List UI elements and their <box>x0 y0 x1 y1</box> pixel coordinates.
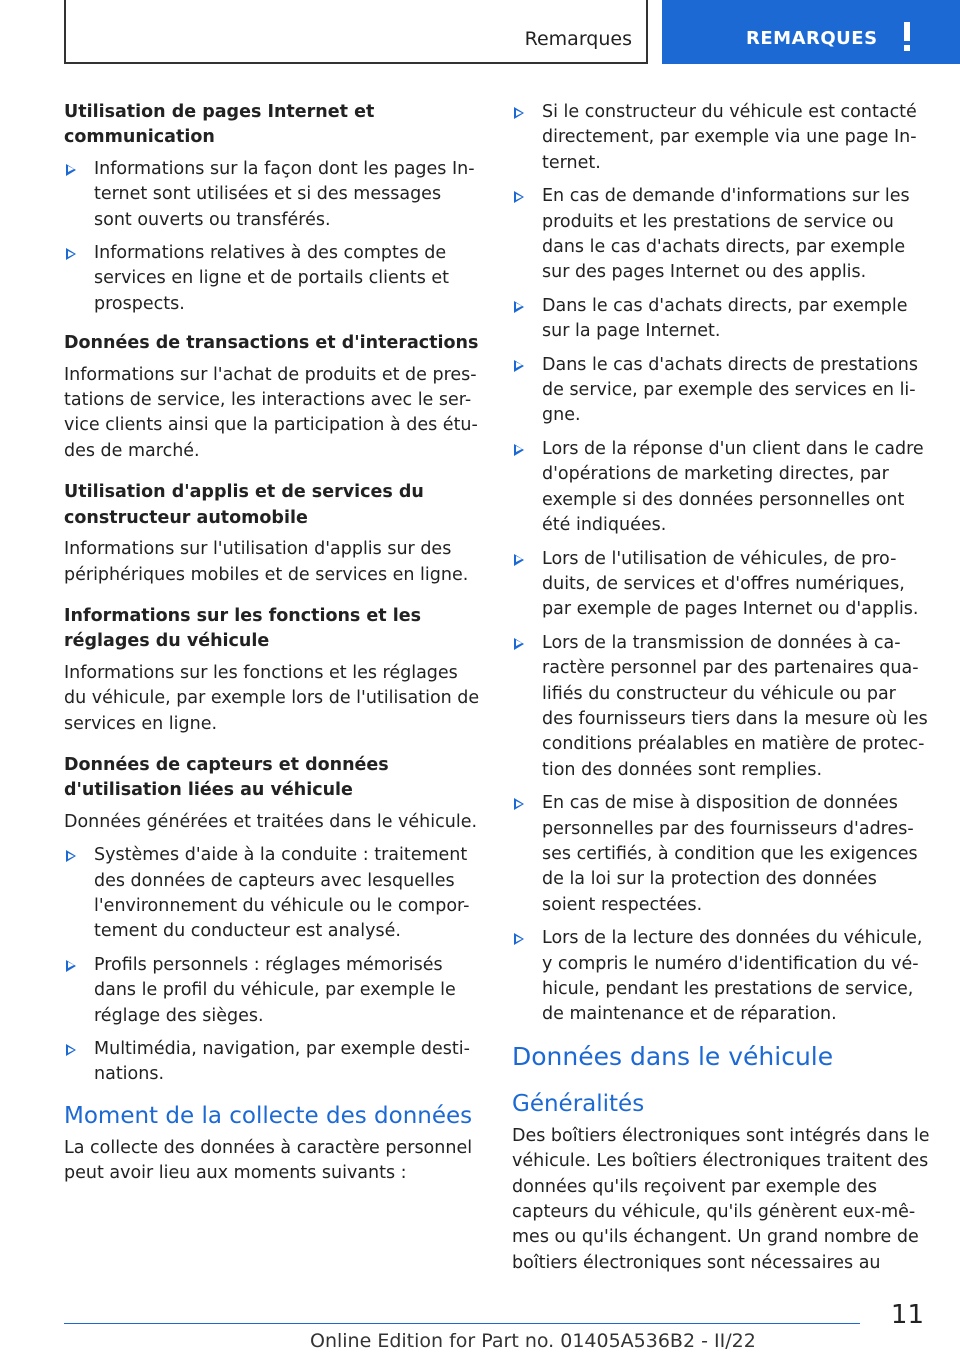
bullet-triangle-icon <box>514 301 524 313</box>
bullet-triangle-icon <box>514 933 524 945</box>
right-column <box>512 100 930 1292</box>
section-heading-vehicle-data: Données dans le véhicule <box>512 1041 834 1071</box>
paragraph-apps: Informations sur l'utilisation d'applis sur des périphériques mobiles et de services en ligne. <box>64 539 469 585</box>
list-item: Lors de la transmission de données à ca-ractère personnel par des partenaires qua-lifiés du constructeur du véhicule ou par des fournisseurs tiers dans la mesure où les conditions préalables en matière de protec-tion des données sont remplies. <box>512 631 930 783</box>
running-header-left <box>64 0 648 64</box>
bullet-triangle-icon <box>66 960 76 972</box>
list-item: Profils personnels : réglages mémorisés dans le profil du véhicule, par exemple le réglage des sièges. <box>64 953 480 1029</box>
footer-divider <box>64 1323 860 1324</box>
running-header-title: Remarques <box>524 28 632 50</box>
bullet-triangle-icon <box>66 248 76 260</box>
heading-apps: Utilisation d'applis et de services du constructeur automobile <box>64 482 424 528</box>
list-item: Dans le cas d'achats directs de prestations de service, par exemple des services en li-gne. <box>512 353 930 429</box>
heading-functions: Informations sur les fonctions et les réglages du véhicule <box>64 605 422 652</box>
bullet-triangle-icon <box>66 1044 76 1056</box>
list-item: Informations relatives à des comptes de services en ligne et de portails clients et prospects. <box>64 241 480 317</box>
bullet-triangle-icon <box>514 638 524 650</box>
exclamation-icon <box>902 22 912 52</box>
bullet-triangle-icon <box>514 554 524 566</box>
bullet-triangle-icon <box>514 360 524 372</box>
bullet-triangle-icon <box>66 164 76 176</box>
sensor-list <box>64 843 480 1088</box>
list-item: Lors de la réponse d'un client dans le cadre d'opérations de marketing directes, par exemple si des données personnelles ont été indiquées. <box>512 437 930 539</box>
bullet-triangle-icon <box>514 444 524 456</box>
section-heading-collection-moment: Moment de la collecte des données <box>64 1102 473 1129</box>
list-item: En cas de demande d'informations sur les produits et les prestations de service ou dans le cas d'achats directs, par exemple sur des pages Internet ou des applis. <box>512 184 930 286</box>
list-item: Systèmes d'aide à la conduite : traitement des données de capteurs avec lesquelles l'environnement du véhicule ou le compor-tement du conducteur est analysé. <box>64 843 480 945</box>
left-column <box>64 100 480 1203</box>
paragraph-functions: Informations sur les fonctions et les réglages du véhicule, par exemple lors de l'utilisation de services en ligne. <box>64 662 480 734</box>
bullet-triangle-icon <box>514 798 524 810</box>
paragraph-general: Des boîtiers électroniques sont intégrés dans le véhicule. Les boîtiers électroniques traitent des données qu'ils reçoivent par exemple des capteurs du véhicule, qu'ils génèrent eux-mê-mes ou qu'ils échangent. Un grand nombre de boîtiers électroniques sont nécessaires au <box>512 1125 930 1273</box>
collection-moment-list <box>512 100 930 1028</box>
chapter-tab <box>662 0 960 64</box>
paragraph-collection-moment: La collecte des données à caractère personnel peut avoir lieu aux moments suivants : <box>64 1137 473 1184</box>
list-item: Lors de l'utilisation de véhicules, de pro-duits, de services et d'offres numériques, par exemple de pages Internet ou d'applis. <box>512 547 930 623</box>
paragraph-sensors: Données générées et traitées dans le véhicule. <box>64 811 478 832</box>
subsection-heading-general: Généralités <box>512 1090 645 1117</box>
heading-sensors: Données de capteurs et données d'utilisation liées au véhicule <box>64 754 389 801</box>
footer-edition: Online Edition for Part no. 01405A536B2 - II/22 <box>310 1330 756 1352</box>
list-item: Dans le cas d'achats directs, par exemple sur la page Internet. <box>512 294 930 345</box>
list-item: Multimédia, navigation, par exemple desti-nations. <box>64 1037 480 1088</box>
page-number: 11 <box>890 1300 924 1330</box>
bullet-triangle-icon <box>66 850 76 862</box>
bullet-triangle-icon <box>514 107 524 119</box>
list-item: Informations sur la façon dont les pages In-ternet sont utilisées et si des messages sont ouverts ou transférés. <box>64 157 480 233</box>
list-item: En cas de mise à disposition de données personnelles par des fournisseurs d'adres-ses certifiés, à condition que les exigences de la loi sur la protection des données soient respectées. <box>512 791 930 918</box>
chapter-tab-label: REMARQUES <box>746 28 878 49</box>
paragraph-transactions: Informations sur l'achat de produits et de pres-tations de service, les interactions avec le ser-vice clients ainsi que la participation à des étu-des de marché. <box>64 364 478 461</box>
usage-list <box>64 157 480 317</box>
list-item: Si le constructeur du véhicule est contacté directement, par exemple via une page In-ternet. <box>512 100 930 176</box>
bullet-triangle-icon <box>514 191 524 203</box>
heading-internet-usage: Utilisation de pages Internet et communication <box>64 102 375 148</box>
heading-transactions: Données de transactions et d'interactions <box>64 333 479 354</box>
list-item: Lors de la lecture des données du véhicule, y compris le numéro d'identification du vé-hicule, pendant les prestations de service, de maintenance et de réparation. <box>512 926 930 1028</box>
